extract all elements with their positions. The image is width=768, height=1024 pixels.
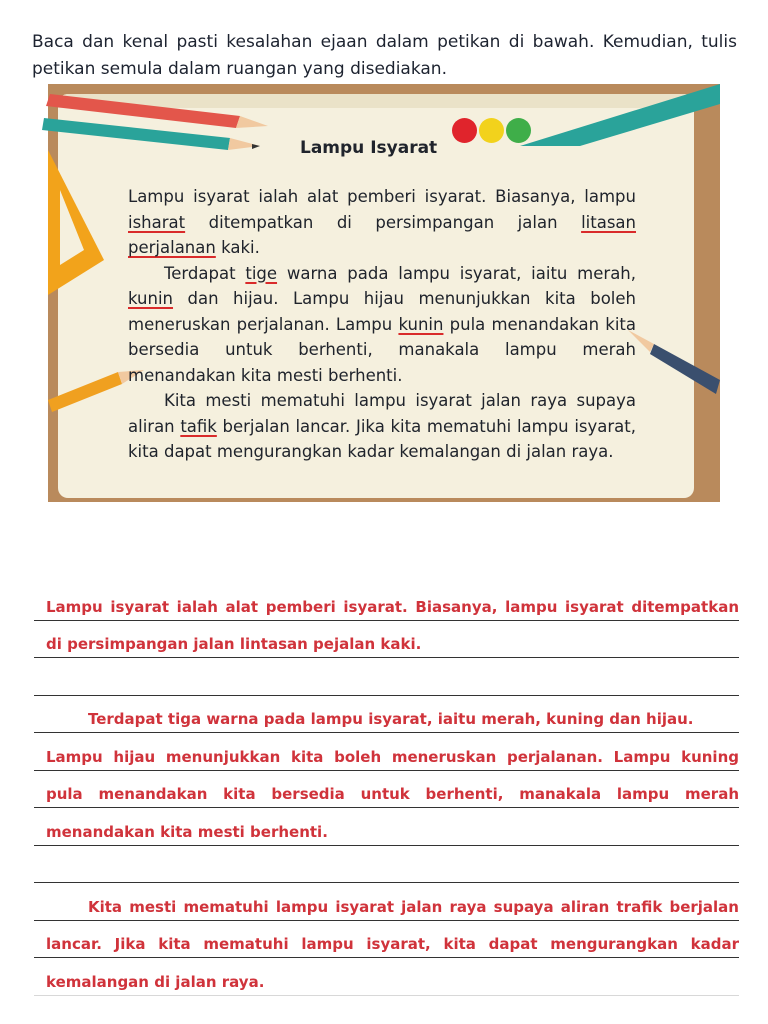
answer-text: Terdapat tiga warna pada lampu isyarat, iaitu merah, kuning dan hijau. — [88, 710, 694, 728]
passage-title: Lampu Isyarat — [300, 138, 438, 158]
answer-text: lancar. Jika kita mematuhi lampu isyarat, kita dapat mengurangkan kadar — [46, 935, 739, 953]
answer-line — [34, 958, 739, 996]
decorative-pencil-right-icon — [628, 330, 720, 410]
answer-line — [34, 621, 739, 659]
answer-line — [34, 583, 739, 621]
spelling-error: kunin — [128, 289, 174, 308]
spelling-error: isharat — [128, 212, 186, 232]
answer-line — [34, 658, 739, 696]
answer-text: Lampu hijau menunjukkan kita boleh meneruskan perjalanan. Lampu kuning — [46, 747, 739, 766]
answer-line — [34, 696, 739, 734]
spelling-error: tige — [245, 263, 278, 283]
spelling-error: litasan perjalanan — [128, 212, 636, 257]
answer-line — [34, 771, 739, 809]
answer-line — [34, 808, 739, 846]
answer-text: di persimpangan jalan lintasan pejalan kaki. — [46, 635, 422, 653]
yellow-light-icon — [479, 118, 504, 143]
traffic-light-icon — [452, 118, 531, 144]
answer-line — [34, 733, 739, 771]
red-light-icon — [452, 118, 477, 143]
instruction-text: Baca dan kenal pasti kesalahan ejaan dalam petikan di bawah. Kemudian, tulis petikan semula dalam ruangan yang disediakan. — [32, 32, 737, 79]
passage-paragraph-1: Lampu isyarat ialah alat pemberi isyarat. Biasanya, lampu isharat ditempatkan di persimpangan jalan litasan perjalanan kaki. — [128, 187, 636, 257]
answer-line — [34, 921, 739, 959]
answer-text: Lampu isyarat ialah alat pemberi isyarat. Biasanya, lampu isyarat ditempatkan — [46, 597, 739, 616]
answer-text: Kita mesti mematuhi lampu isyarat jalan raya supaya aliran trafik berjalan — [88, 897, 739, 916]
answer-text: pula menandakan kita bersedia untuk berhenti, manakala lampu merah — [46, 785, 739, 803]
green-light-icon — [506, 118, 531, 143]
answer-line — [34, 883, 739, 921]
spelling-error: tafik — [180, 416, 217, 436]
decorative-triangle-ruler-left-icon — [48, 150, 108, 300]
passage-paragraph-2: Terdapat tige warna pada lampu isyarat, iaitu merah, kunin dan hijau. Lampu hijau menunjukkan kita boleh meneruskan perjalanan. Lampu kunin pula menandakan kita bersedia untuk berhenti, manakala lampu merah menandakan kita mesti berhenti. — [128, 263, 637, 385]
answer-line — [34, 846, 739, 884]
answer-text: kemalangan di jalan raya. — [46, 972, 265, 991]
passage-text — [128, 184, 636, 465]
answer-text: menandakan kita mesti berhenti. — [46, 822, 328, 841]
passage-paragraph-3: Kita mesti mematuhi lampu isyarat jalan raya supaya aliran tafik berjalan lancar. Jika kita mematuhi lampu isyarat, kita dapat mengurangkan kadar kemalangan di jalan raya. — [128, 391, 636, 461]
answer-area[interactable] — [34, 583, 739, 996]
spelling-error: kunin — [398, 314, 444, 334]
decorative-pencils-top-left-icon — [40, 76, 280, 156]
decorative-triangle-ruler-top-right-icon — [520, 84, 720, 154]
